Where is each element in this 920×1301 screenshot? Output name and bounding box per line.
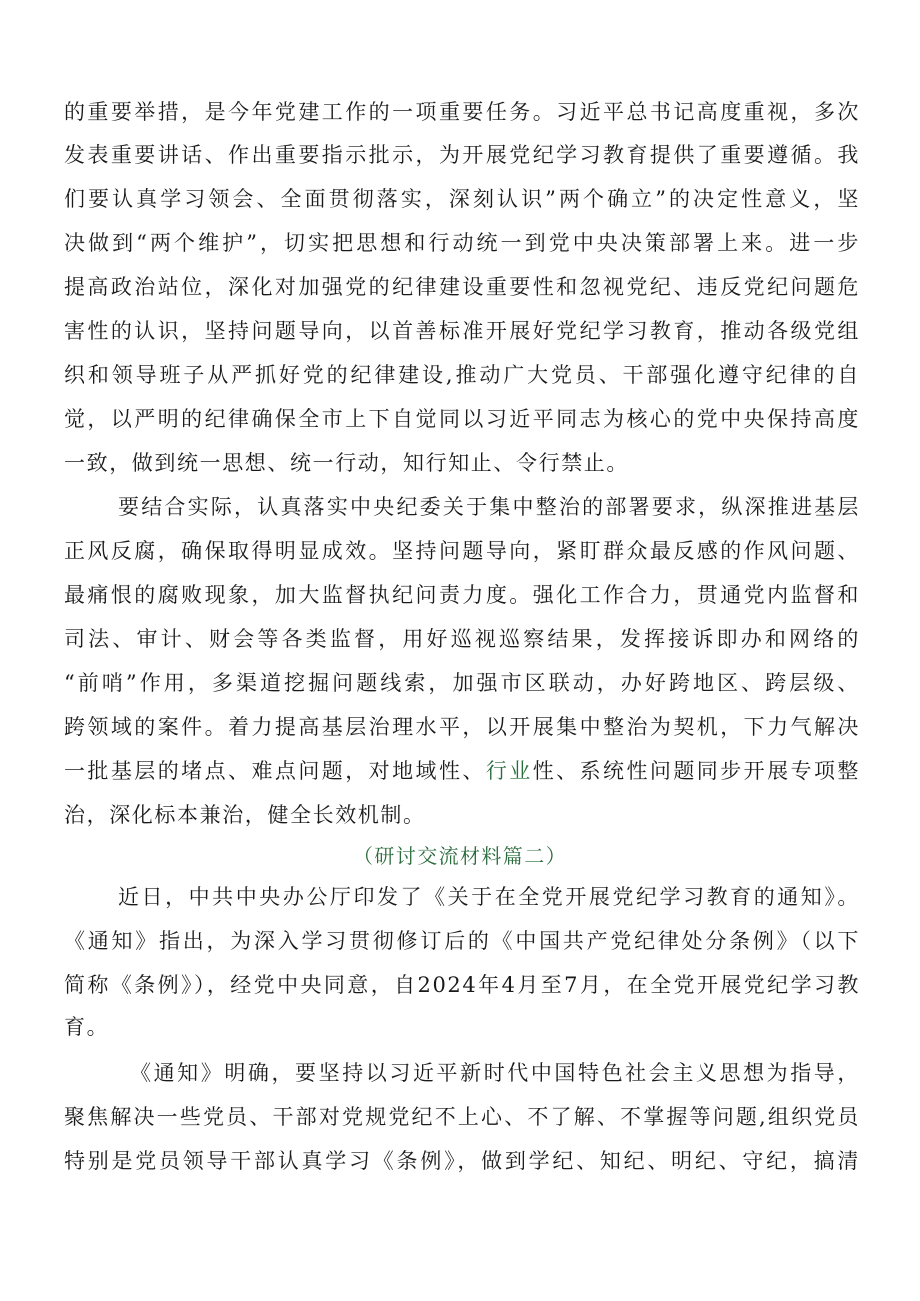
paragraph-line: 织和领导班子从严抓好党的纪律建设,推动广大党员、干部强化遵守纪律的自: [64, 363, 860, 387]
paragraph-line-highlighted: [64, 756, 860, 786]
paragraph-line: 正风反腐，确保取得明显成效。坚持问题导向，紧盯群众最反感的作风问题、: [64, 539, 860, 563]
line-text-after: 性、系统性问题同步开展专项整: [532, 759, 860, 783]
paragraph-line: 要结合实际，认真落实中央纪委关于集中整治的部署要求，纵深推进基层: [118, 495, 860, 519]
paragraph-line: 最痛恨的腐败现象，加大监督执纪问责力度。强化工作合力，贯通党内监督和: [64, 583, 860, 607]
paragraph-line: 害性的认识，坚持问题导向，以首善标准开展好党纪学习教育，推动各级党组: [64, 319, 860, 343]
line-text-before: 一批基层的堵点、难点问题，对地域性、: [64, 759, 486, 783]
paragraph-line: 的重要举措，是今年党建工作的一项重要任务。习近平总书记高度重视，多次: [64, 100, 860, 124]
paragraph-line: 一致，做到统一思想、统一行动，知行知止、令行禁止。: [64, 451, 629, 475]
paragraph-line: 司法、审计、财会等各类监督，用好巡视巡察结果，发挥接诉即办和网络的: [64, 627, 860, 651]
paragraph-line: 特别是党员领导干部认真学习《条例》，做到学纪、知纪、明纪、守纪，搞清: [64, 1149, 860, 1173]
paragraph-line: 近日，中共中央办公厅印发了《关于在全党开展党纪学习教育的通知》。: [118, 885, 860, 909]
paragraph-line: 们要认真学习领会、全面贯彻落实，深刻认识”两个确立”的决定性意义，坚: [64, 187, 860, 211]
paragraph-line: 治，深化标本兼治，健全长效机制。: [64, 803, 426, 827]
paragraph-line: 发表重要讲话、作出重要指示批示，为开展党纪学习教育提供了重要遵循。我: [64, 143, 860, 167]
paragraph-line: 《通知》指出，为深入学习贯彻修订后的《中国共产党纪律处分条例》（以下: [64, 929, 860, 953]
paragraph-line: 聚焦解决一些党员、干部对党规党纪不上心、不了解、不掌握等问题,组织党员: [64, 1105, 860, 1129]
paragraph-line: “前哨”作用，多渠道挖掘问题线索，加强市区联动，办好跨地区、跨层级、: [64, 671, 860, 695]
paragraph-line: 简称《条例》），经党中央同意，自2024年4月至7月，在全党开展党纪学习教: [64, 973, 860, 997]
paragraph-line: 育。: [64, 1015, 110, 1039]
paragraph-line: 觉，以严明的纪律确保全市上下自觉同以习近平同志为核心的党中央保持高度: [64, 407, 860, 431]
paragraph-line: 《通知》明确，要坚持以习近平新时代中国特色社会主义思想为指导，: [130, 1061, 860, 1085]
section-heading: （研讨交流材料篇二）: [353, 844, 567, 868]
highlighted-text: 行业: [485, 759, 533, 783]
paragraph-line: 决做到“两个维护”，切实把思想和行动统一到党中央决策部署上来。进一步: [64, 231, 860, 255]
paragraph-line: 提高政治站位，深化对加强党的纪律建设重要性和忽视党纪、违反党纪问题危: [64, 275, 860, 299]
paragraph-line: 跨领域的案件。着力提高基层治理水平，以开展集中整治为契机，下力气解决: [64, 715, 860, 739]
